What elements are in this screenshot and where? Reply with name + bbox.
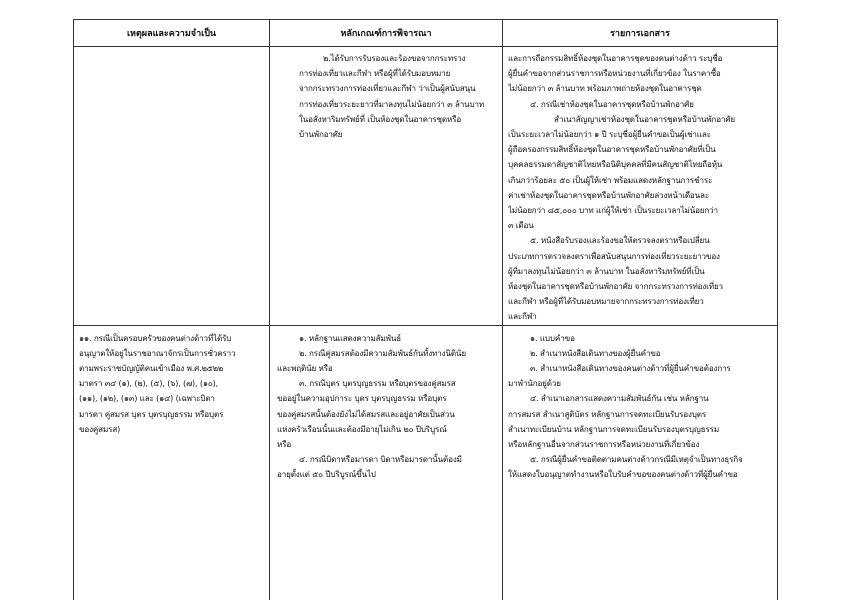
- row1-documents-line: และกีฬา: [508, 311, 537, 322]
- row2-criteria-line: ๔. กรณีบิดาหรือมารดา บิดาหรือมารดานั้นต้องมี: [299, 454, 462, 465]
- row1-documents-line: ห้องชุดในอาคารชุดหรือบ้านพักอาศัย จากกระทรวงการท่องเที่ยว: [508, 281, 723, 292]
- row2-documents-line: ๔. สำเนาเอกสารแสดงความสัมพันธ์กัน เช่น หลักฐาน: [530, 393, 709, 404]
- row2-reasons-line: ตามพระราชบัญญัติคนเข้าเมือง พ.ศ.๒๕๒๒: [79, 363, 224, 374]
- row1-criteria-line: การท่องเที่ยวระยะยาวที่มาลงทุนไม่น้อยกว่า ๓ ล้านบาท: [299, 98, 485, 109]
- table-row: [74, 47, 778, 326]
- row1-criteria-line: ๒.ได้รับการรับรองและร้องขอจากกระทรวง: [323, 53, 466, 63]
- row2-reasons-line: ของคู่สมรส): [79, 423, 121, 434]
- row2-reasons-cell: [74, 325, 270, 600]
- row2-documents-line: ๓. สำเนาหนังสือเดินทางของคนต่างด้าวที่ผู้ยื่นคำขอต้องการ: [530, 363, 731, 374]
- row2-criteria-cell: [270, 325, 503, 600]
- row1-criteria-line: บ้านพักอาศัย: [299, 129, 343, 140]
- row2-documents-line: การสมรส สำเนาสูติบัตร หลักฐานการจดทะเบียนรับรองบุตร: [508, 408, 707, 419]
- row2-reasons-line: (๑๑), (๑๒), (๑๓) และ (๑๔) (เฉพาะบิดา: [79, 393, 215, 404]
- row2-documents-line: สำเนาทะเบียนบ้าน หลักฐานการจดทะเบียนรับรองบุตรบุญธรรม: [508, 423, 720, 434]
- row1-criteria-cell: [270, 47, 503, 326]
- row1-criteria-line: จากกระทรวงการท่องเที่ยวและกีฬา ว่าเป็นผู้สนับสนุน: [299, 83, 476, 94]
- row2-reasons-line: อนุญาตให้อยู่ในราชอาณาจักรเป็นการชั่วคราว: [79, 347, 236, 358]
- row2-documents-line: หรือหลักฐานอื่นจากส่วนราชการหรือหน่วยงานที่เกี่ยวข้อง: [508, 439, 700, 450]
- row2-documents-line: ให้แสดงใบอนุญาตทำงานหรือใบรับคำขอของคนต่างด้าวที่ผู้ยื่นคำขอ: [508, 469, 738, 480]
- row2-criteria-line: หรือ: [277, 439, 292, 450]
- row2-reasons-line: ๑๑. กรณีเป็นครอบครัวของคนต่างด้าวที่ได้รับ: [79, 332, 232, 343]
- row2-documents-cell: [503, 325, 778, 600]
- criteria-table: [73, 19, 778, 600]
- row1-documents-line: บุคคลธรรมดาสัญชาติไทยหรือนิติบุคคลที่มีคนสัญชาติไทยถือหุ้น: [508, 159, 723, 170]
- table-row: [74, 325, 778, 600]
- row1-documents-line: ผู้ที่มาลงทุนไม่น้อยกว่า ๓ ล้านบาท ในอสังหาริมทรัพย์ที่เป็น: [508, 265, 705, 276]
- row1-documents-line: ๔. กรณีเช่าห้องชุดในอาคารชุดหรือบ้านพักอาศัย: [530, 98, 694, 109]
- row1-documents-line: ค่าเช่าห้องชุดในอาคารชุดหรือบ้านพักอาศัยล่วงหน้าเดือนละ: [508, 189, 710, 200]
- row1-documents-line: ผู้ถือครองกรรมสิทธิ์ห้องชุดในอาคารชุดหรือบ้านพักอาศัยที่เป็น: [508, 144, 716, 155]
- row1-documents-line: ๕. หนังสือรับรองและร้องขอให้ตรวจลงตราหรือเปลี่ยน: [530, 235, 710, 246]
- row2-criteria-line: อายุตั้งแต่ ๕๐ ปีบริบูรณ์ขึ้นไป: [277, 469, 376, 480]
- row1-documents-line: เป็นระยะเวลาไม่น้อยกว่า ๑ ปี ระบุชื่อผู้ยื่นคำขอเป็นผู้เช่าและ: [508, 129, 711, 140]
- row2-criteria-line: และพฤตินัย หรือ: [277, 363, 333, 374]
- row2-documents-line: มาพำนักอยู่ด้วย: [508, 378, 561, 389]
- row1-documents-line: เกินกว่าร้อยละ ๕๐ เป็นผู้ให้เช่า พร้อมแสดงหลักฐานการชำระ: [508, 174, 713, 185]
- row1-documents-line: ประเภทการตรวจลงตราเพื่อสนับสนุนการท่องเที่ยวระยะยาวของ: [508, 250, 720, 261]
- row2-reasons-line: มาตรา ๓๔ (๑), (๒), (๕), (๖), (๗), (๑๐),: [79, 378, 219, 389]
- row1-documents-line: ผู้ยื่นคำขอจากส่วนราชการหรือหน่วยงานที่เกี่ยวข้อง ในราคาซื้อ: [508, 68, 721, 79]
- row1-documents-cell: [503, 47, 778, 326]
- row2-criteria-line: ๑. หลักฐานแสดงความสัมพันธ์: [299, 332, 402, 343]
- row1-documents-line: ไม่น้อยกว่า ๘๕,๐๐๐ บาท แก่ผู้ให้เช่า เป็นระยะเวลาไม่น้อยกว่า: [508, 205, 718, 216]
- header-documents: รายการเอกสาร: [503, 20, 778, 47]
- table-header-row: [74, 20, 778, 47]
- row1-documents-line: ๓ เดือน: [508, 220, 534, 231]
- header-criteria: หลักเกณฑ์การพิจารณา: [270, 20, 503, 47]
- row2-criteria-line: แห่งครัวเรือนนั้นและต้องมีอายุไม่เกิน ๒๐ ปีบริบูรณ์: [277, 423, 447, 434]
- row2-criteria-line: ขออยู่ในความอุปการะ บุตร บุตรบุญธรรม หรือบุตร: [277, 393, 447, 404]
- row1-reasons-cell: [74, 47, 270, 326]
- header-reasons: เหตุผลและความจำเป็น: [74, 20, 270, 47]
- row1-documents-line: สำเนาสัญญาเช่าห้องชุดในอาคารชุดหรือบ้านพักอาศัย: [554, 113, 735, 124]
- row1-documents-line: ไม่น้อยกว่า ๓ ล้านบาท พร้อมภาพถ่ายห้องชุดในอาคารชุด: [508, 83, 702, 94]
- row2-reasons-line: มารดา คู่สมรส บุตร บุตรบุญธรรม หรือบุตร: [79, 408, 224, 419]
- row1-criteria-line: การท่องเที่ยวและกีฬา หรือผู้ที่ได้รับมอบหมาย: [299, 68, 451, 79]
- row2-documents-line: ๑. แบบคำขอ: [530, 332, 575, 343]
- row2-documents-line: ๒. สำเนาหนังสือเดินทางของผู้ยื่นคำขอ: [530, 347, 661, 358]
- row1-documents-line: และการถือกรรมสิทธิ์ห้องชุดในอาคารชุดของคนต่างด้าว ระบุชื่อ: [508, 53, 723, 63]
- row1-criteria-line: ในอสังหาริมทรัพย์ที่ เป็นห้องชุดในอาคารชุดหรือ: [299, 113, 462, 124]
- row2-documents-line: ๕. กรณีผู้ยื่นคำขอติดตามคนต่างด้าวกรณีมีเหตุจำเป็นทางธุรกิจ: [530, 454, 743, 465]
- row2-criteria-line: ๒. กรณีคู่สมรสต้องมีความสัมพันธ์กันทั้งทางนิตินัย: [299, 347, 466, 358]
- row2-criteria-line: ของคู่สมรสนั้นต้องยังไม่ได้สมรสและอยู่อาศัยเป็นส่วน: [277, 408, 455, 419]
- row2-criteria-line: ๓. กรณีบุตร บุตรบุญธรรม หรือบุตรของคู่สมรส: [299, 378, 456, 389]
- row1-documents-line: และกีฬา หรือผู้ที่ได้รับมอบหมายจากกระทรวงการท่องเที่ยว: [508, 296, 704, 307]
